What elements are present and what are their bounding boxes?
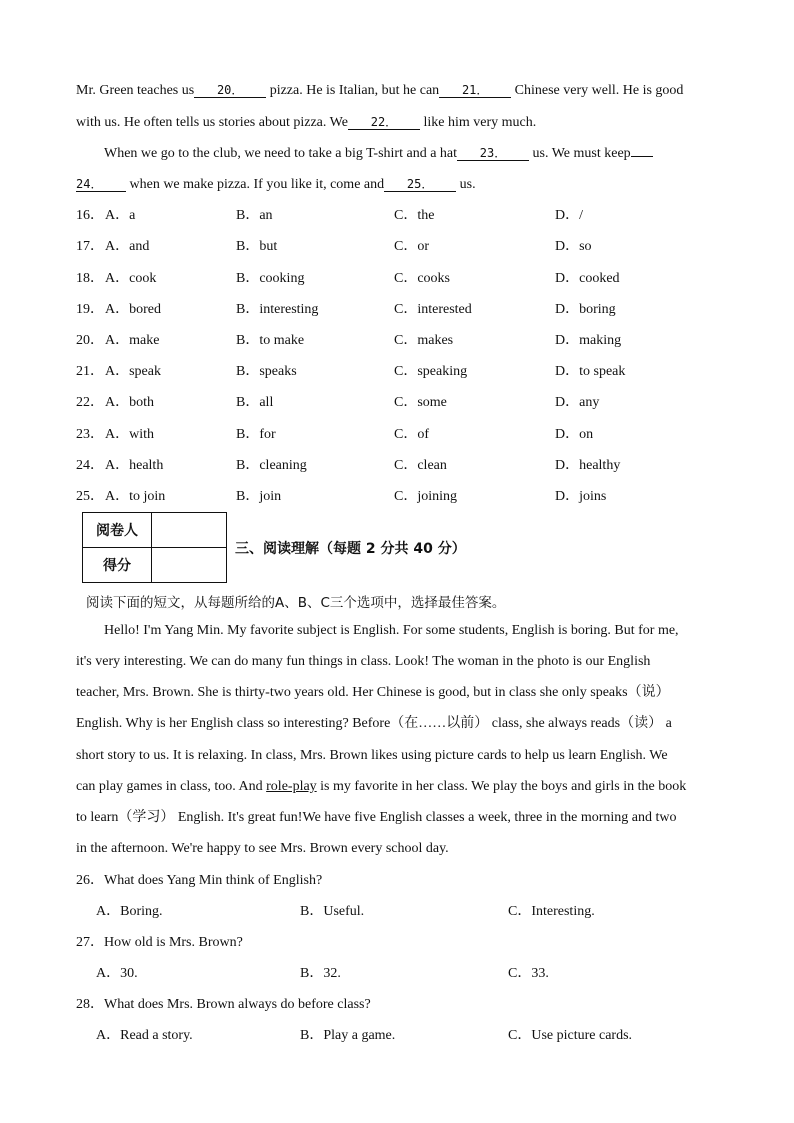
option-c: C．makes	[394, 333, 454, 348]
cloze-line-1	[76, 82, 683, 100]
answer-c: C．Use picture cards.	[508, 1028, 633, 1043]
option-c: C．the	[394, 208, 435, 223]
blank-23: 23．	[457, 146, 529, 161]
passage-line: English. Why is her English class so interesting? Before（在……以前） class, she always reads（读） a	[76, 716, 672, 731]
answer-row-27	[96, 965, 736, 983]
option-b: B．to make	[236, 333, 305, 348]
cloze-text: pizza. He is Italian, but he can	[266, 83, 440, 98]
option-b: B．an	[236, 208, 273, 223]
option-d: D．/	[555, 208, 583, 223]
option-d: D．joins	[555, 489, 607, 504]
passage-text: can play games in class, too. And	[76, 779, 267, 794]
question-27: 27．How old is Mrs. Brown?	[76, 935, 243, 950]
question-number: 24．	[76, 458, 104, 473]
answer-b: B．Play a game.	[300, 1028, 396, 1043]
option-row-23	[76, 426, 736, 444]
option-c: C．some	[394, 395, 447, 410]
score-box	[82, 512, 227, 583]
option-b: B．join	[236, 489, 282, 504]
passage-line: short story to us. It is relaxing. In class, Mrs. Brown likes using picture cards to help us learn English. We	[76, 748, 668, 763]
answer-a: A．30.	[96, 966, 138, 981]
answer-b: B．Useful.	[300, 904, 365, 919]
blank-20: 20．	[194, 83, 266, 98]
question-number: 25．	[76, 489, 104, 504]
option-row-21	[76, 363, 736, 381]
answer-c: C．33.	[508, 966, 549, 981]
option-a: A．health	[105, 458, 164, 473]
option-d: D．boring	[555, 302, 616, 317]
option-c: C．of	[394, 427, 429, 442]
blank-25: 25．	[384, 177, 456, 192]
cloze-line-3	[104, 145, 653, 163]
passage-line: teacher, Mrs. Brown. She is thirty-two years old. Her Chinese is good, but in class she only speaks（说）	[76, 685, 670, 700]
option-row-18	[76, 270, 736, 288]
cloze-text: Chinese very well. He is good	[511, 83, 684, 98]
option-row-16	[76, 207, 736, 225]
answer-b: B．32.	[300, 966, 341, 981]
blank-24-start	[631, 156, 653, 157]
passage-line	[76, 778, 686, 796]
option-d: D．cooked	[555, 271, 620, 286]
score-field	[152, 548, 227, 583]
option-b: B．cooking	[236, 271, 305, 286]
question-number: 20．	[76, 333, 104, 348]
option-c: C．or	[394, 239, 429, 254]
answer-c: C．Interesting.	[508, 904, 595, 919]
option-a: A．make	[105, 333, 160, 348]
option-row-25	[76, 488, 736, 506]
score-label: 得分	[83, 548, 152, 583]
cloze-text: when we make pizza. If you like it, come and	[126, 177, 385, 192]
reviewer-field	[152, 513, 227, 548]
cloze-text: us.	[456, 177, 476, 192]
option-d: D．any	[555, 395, 600, 410]
section-instruction: 阅读下面的短文，从每题所给的A、B、C三个选项中，选择最佳答案。	[86, 595, 506, 611]
option-a: A．speak	[105, 364, 161, 379]
passage-line: in the afternoon. We're happy to see Mrs. Brown every school day.	[76, 841, 449, 856]
question-number: 23．	[76, 427, 104, 442]
option-b: B．all	[236, 395, 274, 410]
option-row-20	[76, 332, 736, 350]
question-number: 16．	[76, 208, 104, 223]
question-number: 21．	[76, 364, 104, 379]
passage-line: it's very interesting. We can do many fun things in class. Look! The woman in the photo is our English	[76, 654, 651, 669]
option-a: A．a	[105, 208, 136, 223]
option-a: A．bored	[105, 302, 161, 317]
option-c: C．cooks	[394, 271, 450, 286]
question-28: 28．What does Mrs. Brown always do before class?	[76, 997, 371, 1012]
cloze-text: us. We must keep	[529, 146, 631, 161]
option-d: D．healthy	[555, 458, 621, 473]
passage-line: Hello! I'm Yang Min. My favorite subject is English. For some students, English is boring. But for me,	[104, 623, 679, 638]
option-a: A．and	[105, 239, 150, 254]
question-number: 18．	[76, 271, 104, 286]
option-d: D．so	[555, 239, 592, 254]
question-number: 19．	[76, 302, 104, 317]
option-b: B．speaks	[236, 364, 297, 379]
option-c: C．clean	[394, 458, 447, 473]
option-b: B．cleaning	[236, 458, 307, 473]
option-a: A．to join	[105, 489, 166, 504]
section-title: 三、阅读理解（每题 2 分共 40 分）	[235, 541, 466, 557]
option-d: D．making	[555, 333, 622, 348]
option-a: A．both	[105, 395, 154, 410]
cloze-text: like him very much.	[419, 115, 537, 130]
cloze-text: with us. He often tells us stories about pizza. We	[76, 115, 348, 130]
option-b: B．but	[236, 239, 278, 254]
question-26: 26．What does Yang Min think of English?	[76, 873, 323, 888]
blank-24: 24．	[76, 177, 126, 192]
option-row-19	[76, 301, 736, 319]
answer-row-26	[96, 903, 736, 921]
option-a: A．with	[105, 427, 154, 442]
question-number: 17．	[76, 239, 104, 254]
answer-a: A．Boring.	[96, 904, 163, 919]
option-b: B．for	[236, 427, 276, 442]
option-c: C．interested	[394, 302, 472, 317]
cloze-text: When we go to the club, we need to take a big T-shirt and a hat	[104, 146, 458, 161]
question-number: 22．	[76, 395, 104, 410]
reviewer-label: 阅卷人	[83, 513, 152, 548]
passage-line: to learn（学习） English. It's great fun!We have five English classes a week, three in the morning and two	[76, 810, 677, 825]
cloze-text: Mr. Green teaches us	[76, 83, 195, 98]
option-row-17	[76, 238, 736, 256]
blank-22: 22．	[348, 115, 420, 130]
option-d: D．on	[555, 427, 594, 442]
cloze-line-4	[76, 176, 476, 194]
option-d: D．to speak	[555, 364, 626, 379]
answer-row-28	[96, 1027, 736, 1045]
option-c: C．joining	[394, 489, 458, 504]
option-row-22	[76, 394, 736, 412]
passage-text: is my favorite in her class. We play the boys and girls in the book	[316, 779, 687, 794]
underlined-word: role-play	[266, 779, 317, 794]
option-row-24	[76, 457, 736, 475]
option-a: A．cook	[105, 271, 157, 286]
option-b: B．interesting	[236, 302, 319, 317]
blank-21: 21．	[439, 83, 511, 98]
cloze-line-2	[76, 114, 536, 132]
option-c: C．speaking	[394, 364, 468, 379]
answer-a: A．Read a story.	[96, 1028, 193, 1043]
